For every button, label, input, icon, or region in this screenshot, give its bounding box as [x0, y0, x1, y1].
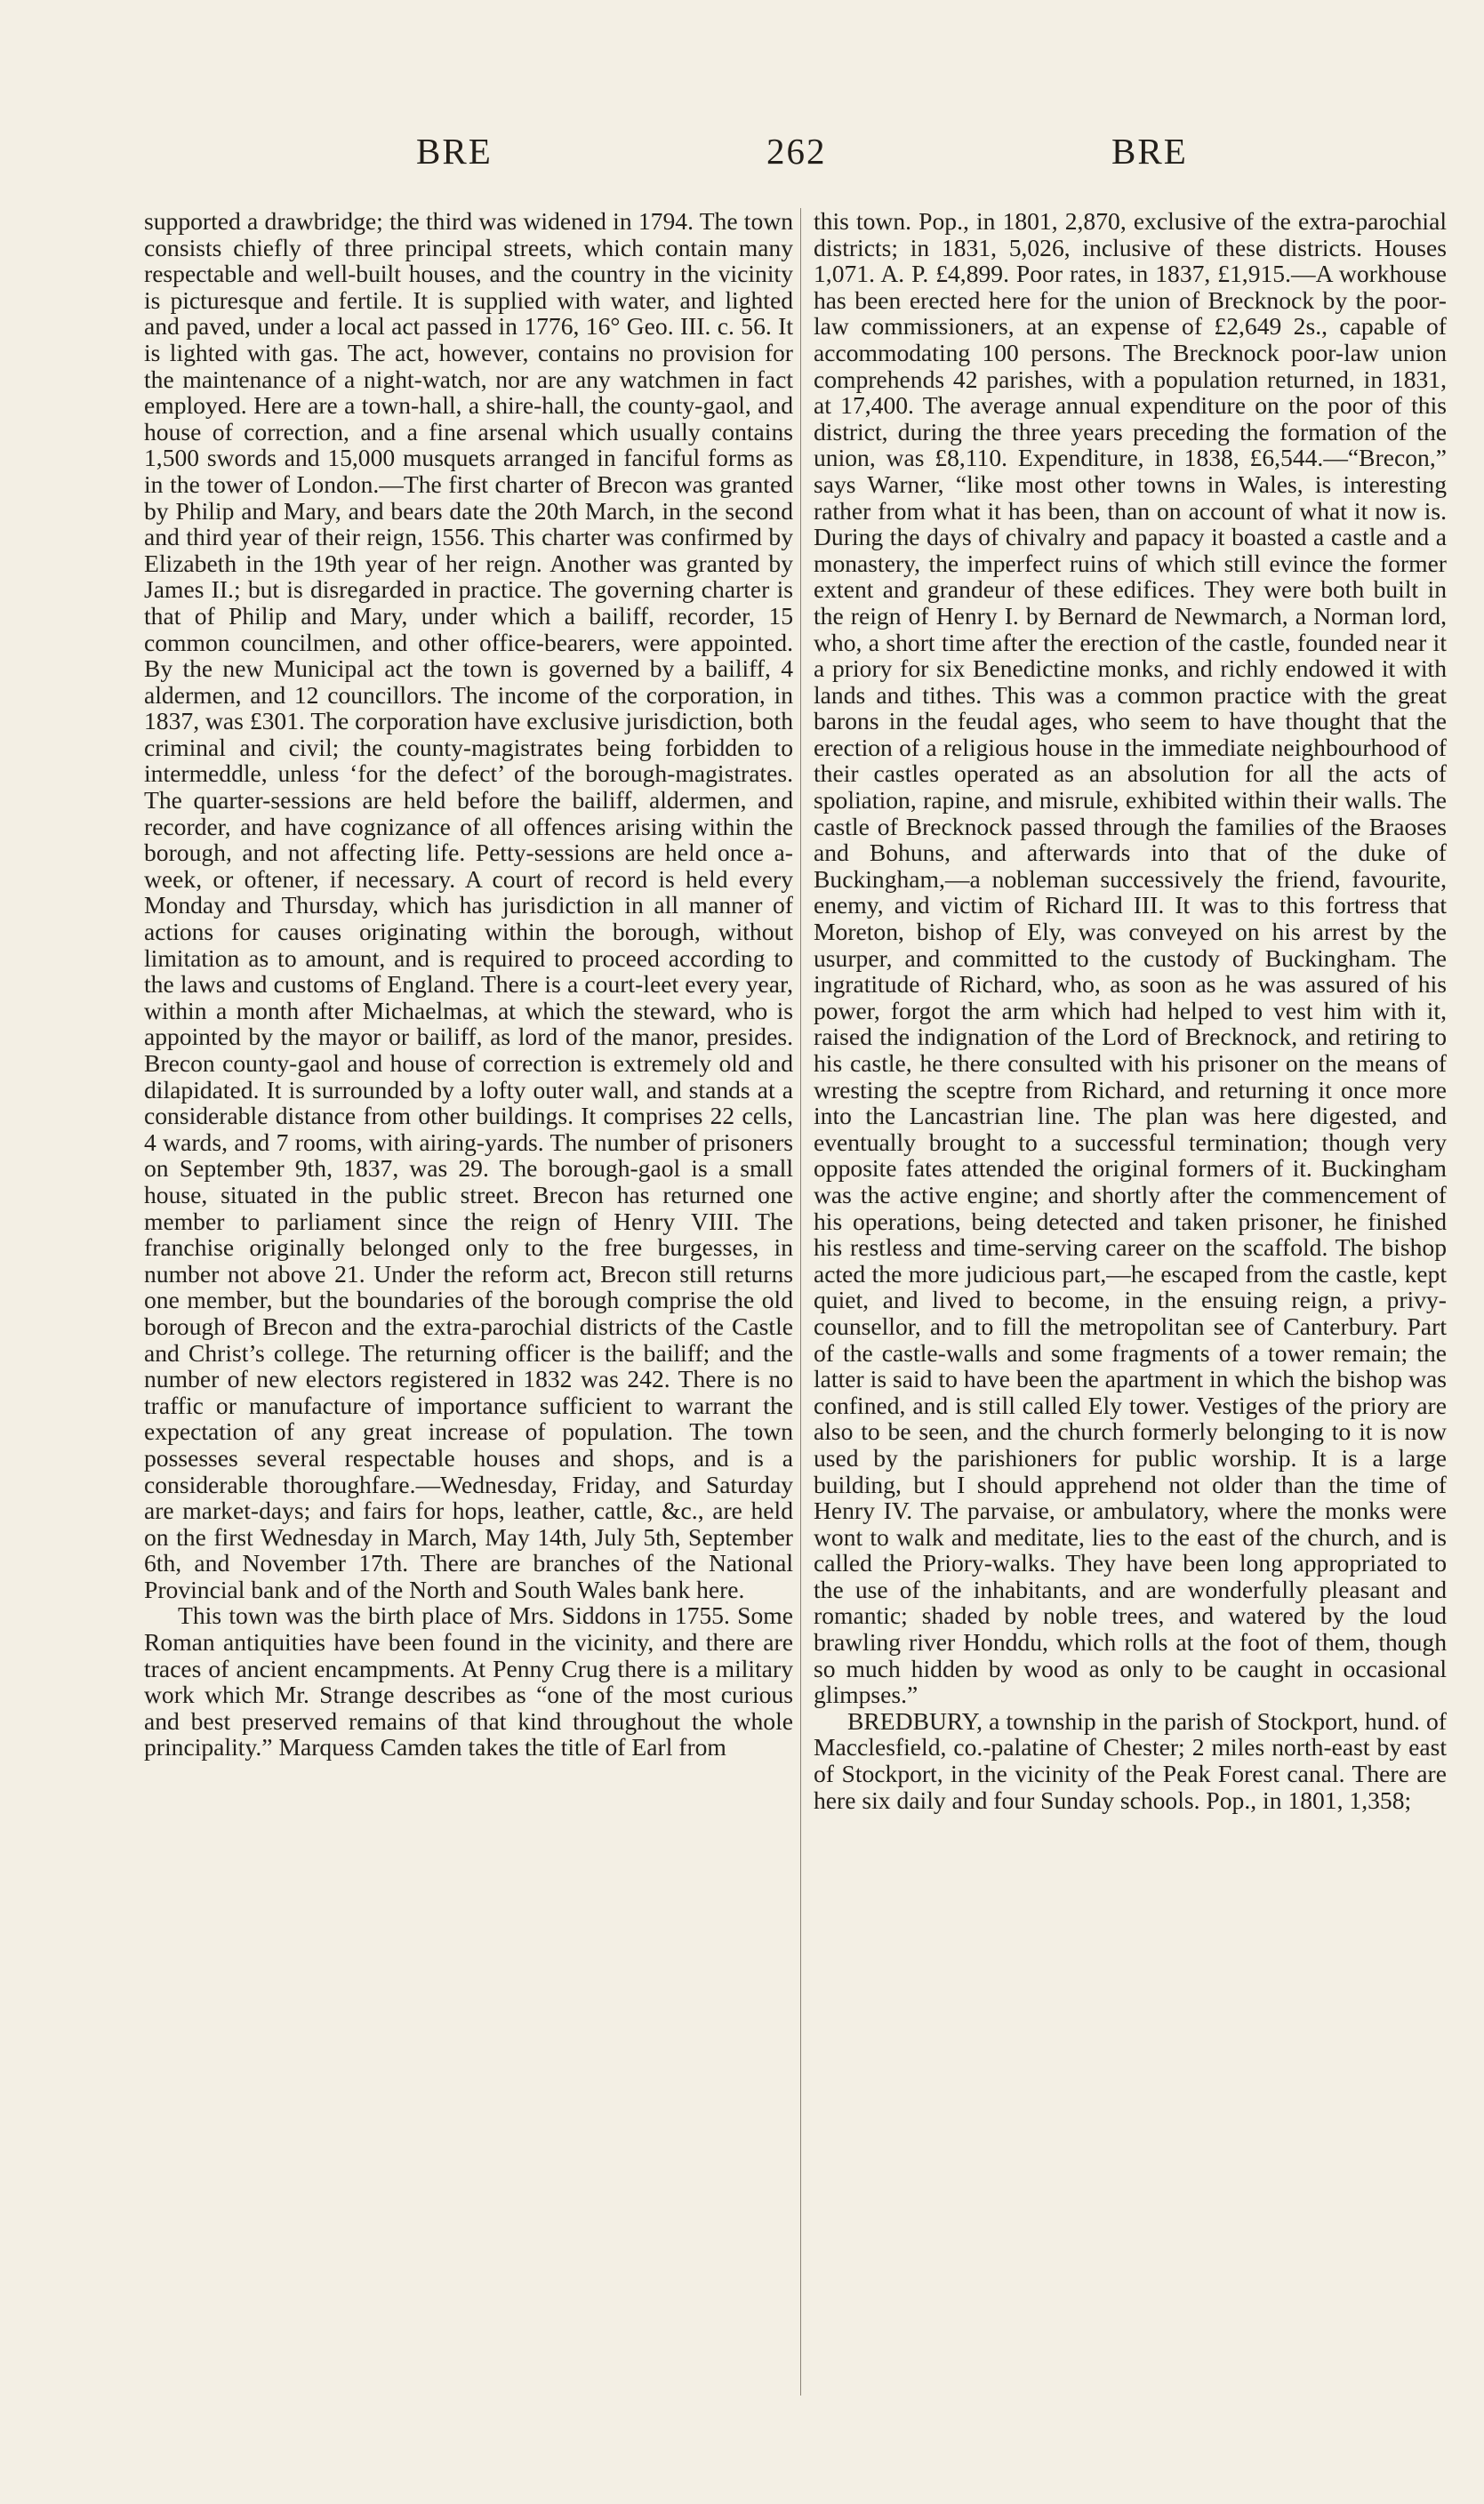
running-header: [133, 126, 1360, 176]
right-paragraph-2-bredbury-entry: BREDBURY, a township in the parish of Stockport, hund. of Macclesfield, co.-palatine of Chester; 2 miles north-east by east of Stockport, in the vicinity of the Peak Forest canal. There are here six daily and four Sunday schools. Pop., in 1801, 1,358;: [814, 1706, 1447, 1814]
left-paragraph-1: supported a drawbridge; the third was widened in 1794. The town consists chiefly of three principal streets, which contain many respectable and well-built houses, and the country in the vicinity is picturesque and fertile. It is supplied with water, and lighted and paved, under a local act passed in 1776, 16° Geo. III. c. 56. It is lighted with gas. The act, however, contains no provision for the maintenance of a night-watch, nor are any watchmen in fact employed. Here are a town-hall, a shire-hall, the county-gaol, and house of correction, and a fine arsenal which usually contains 1,500 swords and 15,000 musquets arranged in fanciful forms as in the tower of London.—The first charter of Brecon was granted by Philip and Mary, and bears date the 20th March, in the second and third year of their reign, 1556. This charter was confirmed by Elizabeth in the 19th year of her reign. Another was granted by James II.; but is disregarded in practice. The governing charter is that of Philip and Mary, under which a bailiff, recorder, 15 common councilmen, and other office-bearers, were appointed. By the new Municipal act the town is governed by a bailiff, 4 aldermen, and 12 councillors. The income of the corporation, in 1837, was £301. The corporation have exclusive jurisdiction, both criminal and civil; the county-magistrates being forbidden to intermeddle, unless ‘for the defect’ of the borough-magistrates. The quarter-sessions are held before the bailiff, aldermen, and recorder, and have cognizance of all offences arising within the borough, and not affecting life. Petty-sessions are held once a-week, or oftener, if necessary. A court of record is held every Monday and Thursday, which has jurisdiction in all manner of actions for causes originating within the borough, without limitation as to amount, and is required to proceed according to the laws and customs of England. There is a court-leet every year, within a month after Michaelmas, at which the steward, who is appointed by the mayor or bailiff, as lord of the manor, presides. Brecon county-gaol and house of correction is extremely old and dilapidated. It is surrounded by a lofty outer wall, and stands at a considerable distance from other buildings. It comprises 22 cells, 4 wards, and 7 rooms, with airing-yards. The number of prisoners on September 9th, 1837, was 29. The borough-gaol is a small house, situated in the public street. Brecon has returned one member to parliament since the reign of Henry VIII. The franchise originally belonged only to the free burgesses, in number not above 21. Under the reform act, Brecon still returns one member, but the boundaries of the borough comprise the old borough of Brecon and the extra-parochial districts of the Castle and Christ’s college. The returning officer is the bailiff; and the number of new electors registered in 1832 was 242. There is no traffic or manufacture of importance sufficient to warrant the expectation of any great increase of population. The town possesses several respectable houses and shops, and is a considerable thoroughfare.—Wednesday, Friday, and Saturday are market-days; and fairs for hops, leather, cattle, &c., are held on the first Wednesday in March, May 14th, July 5th, September 6th, and November 17th. There are branches of the National Provincial bank and of the North and South Wales bank here.: [144, 207, 793, 1603]
left-paragraph-2: This town was the birth place of Mrs. Siddons in 1755. Some Roman antiquities have been found in the vicinity, and there are traces of ancient encampments. At Penny Crug there is a military work which Mr. Strange describes as “one of the most curious and best preserved remains of that kind throughout the whole principality.” Marquess Camden takes the title of Earl from: [144, 1601, 793, 1762]
header-right-word: BRE: [1111, 131, 1188, 172]
right-paragraph-1: this town. Pop., in 1801, 2,870, exclusive of the extra-parochial districts; in 1831, 5,026, inclusive of these districts. Houses 1,071. A. P. £4,899. Poor rates, in 1837, £1,915.—A workhouse has been erected here for the union of Brecknock by the poor-law commissioners, at an expense of £2,649 2s., capable of accommodating 100 persons. The Brecknock poor-law union comprehends 42 parishes, with a population returned, in 1831, at 17,400. The average annual expenditure on the poor of this district, during the three years preceding the formation of the union, was £8,110. Expenditure, in 1838, £6,544.—“Brecon,” says Warner, “like most other towns in Wales, is interesting rather from what it has been, than on account of what it now is. During the days of chivalry and papacy it boasted a castle and a monastery, the imperfect ruins of which still evince the former extent and grandeur of these edifices. They were both built in the reign of Henry I. by Bernard de Newmarch, a Norman lord, who, a short time after the erection of the castle, founded near it a priory for six Benedictine monks, and richly endowed it with lands and tithes. This was a common practice with the great barons in the feudal ages, who seem to have thought that the erection of a religious house in the immediate neighbourhood of their castles operated as an absolution for all the acts of spoliation, rapine, and misrule, exhibited within their walls. The castle of Brecknock passed through the families of the Braoses and Bohuns, and afterwards into that of the duke of Buckingham,—a nobleman successively the friend, favourite, enemy, and victim of Richard III. It was to this fortress that Moreton, bishop of Ely, was conveyed on his arrest by the usurper, and committed to the custody of Buckingham. The ingratitude of Richard, who, as soon as he was assured of his power, forgot the arm which had helped to vest him with it, raised the indignation of the Lord of Brecknock, and retiring to his castle, he there consulted with his prisoner on the means of wresting the sceptre from Richard, and returning it once more into the Lancastrian line. The plan was here digested, and eventually brought to a successful termination; though very opposite fates attended the original formers of it. Buckingham was the active engine; and shortly after the commencement of his operations, being detected and taken prisoner, he finished his restless and time-serving career on the scaffold. The bishop acted the more judicious part,—he escaped from the castle, kept quiet, and lived to become, in the ensuing reign, a privy-counsellor, and to fill the metropolitan see of Canterbury. Part of the castle-walls and some fragments of a tower remain; the latter is said to have been the apartment in which the bishop was confined, and is still called Ely tower. Vestiges of the priory are also to be seen, and the church formerly belonging to it is now used by the parishioners for public worship. It is a large building, but I should apprehend not older than the time of Henry IV. The parvaise, or ambulatory, where the monks were wont to walk and meditate, lies to the east of the church, and is called the Priory-walks. They have been long appropriated to the use of the inhabitants, and are wonderfully pleasant and romantic; shaded by noble trees, and watered by the loud brawling river Honddu, which rolls at the foot of them, though so much hidden by wood as only to be caught in occasional glimpses.”: [814, 207, 1447, 1709]
left-column: [144, 208, 793, 1761]
page-number: 262: [766, 131, 827, 172]
column-divider: [800, 208, 801, 2396]
right-column: [814, 208, 1447, 1813]
header-left-word: BRE: [416, 131, 493, 172]
